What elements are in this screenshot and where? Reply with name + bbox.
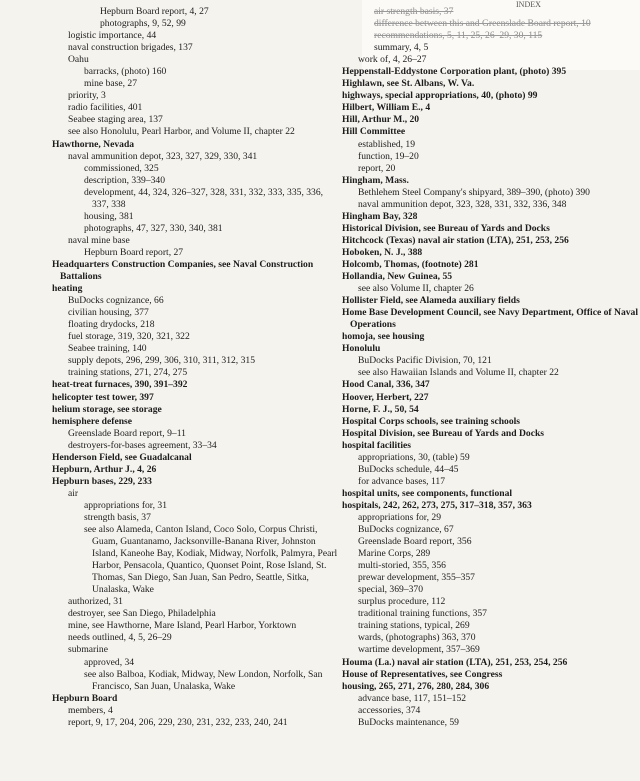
index-entry: Hepburn Board <box>52 692 118 704</box>
index-entry: see also Alameda, Canton Island, Coco Solo, Corpus Christi, Guam, Guantanamo, Jacksonville-Banana River, Johnston Island, Kaneohe Bay, Kodiak, Midway, Norfolk, Palmyra, Pearl Harbor, Pensacola, Quantico, Quonset Point, Rose Island, St. Thomas, San Diego, San Juan, San Pedro, Seattle, Sitka, Unalaska, Wake <box>84 524 338 596</box>
index-entry: highways, special appropriations, 40, (photo) 99 <box>342 90 538 102</box>
index-entry: Greenslade Board report, 9–11 <box>68 427 186 439</box>
index-entry: prewar development, 355–357 <box>358 572 475 584</box>
index-entry: traditional training functions, 357 <box>358 608 487 620</box>
index-entry: Hingham Bay, 328 <box>342 210 418 222</box>
index-entry: House of Representatives, see Congress <box>342 668 503 680</box>
index-entry: report, 9, 17, 204, 206, 229, 230, 231, 232, 233, 240, 241 <box>68 716 288 728</box>
index-entry: helicopter test tower, 397 <box>52 391 154 403</box>
index-entry: Hospital Division, see Bureau of Yards and Docks <box>342 427 545 439</box>
index-entry: naval ammunition depot, 323, 328, 331, 332, 336, 348 <box>358 198 567 210</box>
index-entry: needs outlined, 4, 5, 26–29 <box>68 632 172 644</box>
index-entry: naval mine base <box>68 234 130 246</box>
index-column-left <box>52 6 340 729</box>
index-entry: training stations, typical, 269 <box>358 620 470 632</box>
index-entry: naval ammunition depot, 323, 327, 329, 330, 341 <box>68 150 258 162</box>
index-entry: Historical Division, see Bureau of Yards and Docks <box>342 222 550 234</box>
index-entry: Hollandia, New Guinea, 55 <box>342 271 453 283</box>
index-entry: barracks, (photo) 160 <box>84 66 167 78</box>
index-entry: Hoover, Herbert, 227 <box>342 391 429 403</box>
index-entry: Hoboken, N. J., 388 <box>342 246 423 258</box>
index-entry: summary, 4, 5 <box>374 42 429 54</box>
index-entry: for advance bases, 117 <box>358 475 446 487</box>
index-entry: special, 369–370 <box>358 584 424 596</box>
index-entry: function, 19–20 <box>358 150 419 162</box>
index-entry: development, 44, 324, 326–327, 328, 331, 332, 333, 335, 336, 337, 338 <box>84 186 324 210</box>
index-entry: accessories, 374 <box>358 704 421 716</box>
index-entry: see also Balboa, Kodiak, Midway, New London, Norfolk, San Francisco, San Juan, Unalaska, Wake <box>84 668 323 692</box>
running-header: INDEX <box>516 0 541 9</box>
index-entry: recommendations, 5, 11, 25, 26–29, 30, 115 <box>374 30 543 42</box>
index-entry: Hepburn Board report, 27 <box>84 246 184 258</box>
index-entry: heating <box>52 283 83 295</box>
index-entry: surplus procedure, 112 <box>358 596 446 608</box>
index-entry: Hitchcock (Texas) naval air station (LTA), 251, 253, 256 <box>342 234 569 246</box>
index-entry: air strength basis, 37 <box>374 6 454 17</box>
index-entry: civilian housing, 377 <box>68 307 149 319</box>
index-entry: Hepburn Board report, 4, 27 <box>100 6 209 17</box>
index-entry: multi-storied, 355, 356 <box>358 560 446 572</box>
index-entry: air <box>68 487 79 499</box>
index-entry: submarine <box>68 644 108 656</box>
index-entry: Greenslade Board report, 356 <box>358 536 472 548</box>
index-entry: Headquarters Construction Companies, see Naval Construction Battalions <box>52 258 314 283</box>
index-entry: Hilbert, William E., 4 <box>342 102 431 114</box>
index-entry: strength basis, 37 <box>84 511 151 523</box>
index-entry: commissioned, 325 <box>84 162 159 174</box>
index-entry: difference between this and Greenslade Board report, 10 <box>374 18 591 30</box>
index-entry: supply depots, 296, 299, 306, 310, 311, 312, 315 <box>68 355 255 367</box>
index-entry: see also Volume II, chapter 26 <box>358 283 474 295</box>
index-entry: appropriations, 30, (table) 59 <box>358 451 470 463</box>
index-entry: hemisphere defense <box>52 415 133 427</box>
index-entry: Hill Committee <box>342 126 406 138</box>
index-entry: Bethlehem Steel Company's shipyard, 389–390, (photo) 390 <box>358 186 590 198</box>
index-entry: BuDocks cognizance, 67 <box>358 524 454 536</box>
index-entry: approved, 34 <box>84 656 135 668</box>
index-entry: Houma (La.) naval air station (LTA), 251, 253, 254, 256 <box>342 656 568 668</box>
index-entry: Hood Canal, 336, 347 <box>342 379 430 391</box>
index-entry: members, 4 <box>68 704 113 716</box>
index-entry: Highlawn, see St. Albans, W. Va. <box>342 78 475 90</box>
index-entry: Hepburn bases, 229, 233 <box>52 475 152 487</box>
index-entry: Hingham, Mass. <box>342 174 409 186</box>
index-entry: mine, see Hawthorne, Mare Island, Pearl Harbor, Yorktown <box>68 620 297 632</box>
index-entry: BuDocks Pacific Division, 70, 121 <box>358 355 492 367</box>
index-entry: appropriations for, 29 <box>358 511 442 523</box>
index-entry: Hill, Arthur M., 20 <box>342 114 420 126</box>
index-entry: Oahu <box>68 54 89 66</box>
index-entry: Honolulu <box>342 343 381 355</box>
index-entry: Hawthorne, Nevada <box>52 138 135 150</box>
index-entry: Hollister Field, see Alameda auxiliary fields <box>342 295 520 307</box>
index-entry: wards, (photographs) 363, 370 <box>358 632 476 644</box>
index-entry: report, 20 <box>358 162 396 174</box>
index-entry: advance base, 117, 151–152 <box>358 692 467 704</box>
index-entry: training stations, 271, 274, 275 <box>68 367 188 379</box>
index-entry: housing, 265, 271, 276, 280, 284, 306 <box>342 680 490 692</box>
index-entry: naval construction brigades, 137 <box>68 42 193 54</box>
index-entry: helium storage, see storage <box>52 403 162 415</box>
index-entry: see also Honolulu, Pearl Harbor, and Volume II, chapter 22 <box>68 126 295 138</box>
index-entry: homoja, see housing <box>342 331 425 343</box>
index-entry: Seabee training, 140 <box>68 343 147 355</box>
index-entry: hospitals, 242, 262, 273, 275, 317–318, 357, 363 <box>342 499 532 511</box>
index-entry: hospital facilities <box>342 439 412 451</box>
index-entry: Marine Corps, 289 <box>358 548 431 560</box>
index-entry: photographs, 9, 52, 99 <box>100 18 186 30</box>
index-entry: floating drydocks, 218 <box>68 319 155 331</box>
index-entry: photographs, 47, 327, 330, 340, 381 <box>84 222 223 234</box>
index-entry: BuDocks maintenance, 59 <box>358 716 459 728</box>
index-entry: hospital units, see components, functional <box>342 487 513 499</box>
index-entry: work of, 4, 26–27 <box>358 54 427 66</box>
index-entry: see also Hawaiian Islands and Volume II, chapter 22 <box>358 367 559 379</box>
index-entry: Hepburn, Arthur J., 4, 26 <box>52 463 157 475</box>
index-entry: fuel storage, 319, 320, 321, 322 <box>68 331 190 343</box>
index-entry: Seabee staging area, 137 <box>68 114 163 126</box>
index-entry: appropriations for, 31 <box>84 499 168 511</box>
index-column-right <box>342 6 640 729</box>
index-entry: Hospital Corps schools, see training schools <box>342 415 521 427</box>
index-entry: description, 339–340 <box>84 174 166 186</box>
index-entry: Heppenstall-Eddystone Corporation plant, (photo) 395 <box>342 66 567 78</box>
index-entry: BuDocks schedule, 44–45 <box>358 463 459 475</box>
index-entry: priority, 3 <box>68 90 106 102</box>
index-entry: destroyers-for-bases agreement, 33–34 <box>68 439 217 451</box>
index-entry: wartime development, 357–369 <box>358 644 480 656</box>
index-entry: Home Base Development Council, see Navy Department, Office of Naval Operations <box>342 307 639 331</box>
index-entry: established, 19 <box>358 138 416 150</box>
index-entry: BuDocks cognizance, 66 <box>68 295 164 307</box>
index-entry: logistic importance, 44 <box>68 30 157 42</box>
index-entry: Horne, F. J., 50, 54 <box>342 403 419 415</box>
index-entry: heat-treat furnaces, 390, 391–392 <box>52 379 188 391</box>
index-entry: radio facilities, 401 <box>68 102 143 114</box>
index-entry: destroyer, see San Diego, Philadelphia <box>68 608 216 620</box>
index-entry: Holcomb, Thomas, (footnote) 281 <box>342 258 479 270</box>
index-entry: housing, 381 <box>84 210 134 222</box>
index-entry: Henderson Field, see Guadalcanal <box>52 451 192 463</box>
index-entry: mine base, 27 <box>84 78 138 90</box>
index-entry: authorized, 31 <box>68 596 123 608</box>
